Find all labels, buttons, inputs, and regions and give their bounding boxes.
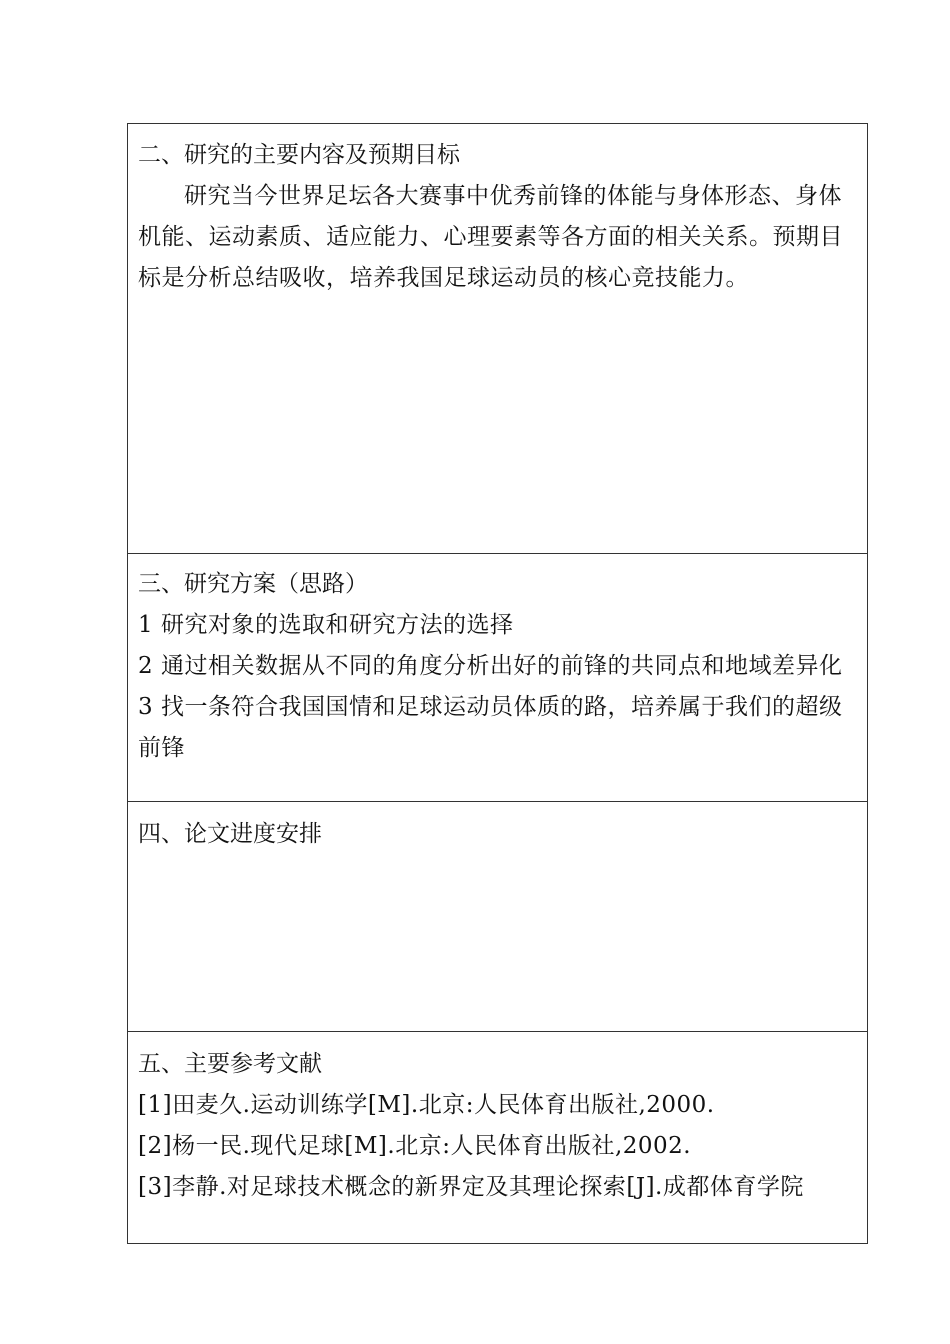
section-heading: 三、研究方案（思路） (138, 571, 368, 597)
research-content-section (128, 124, 867, 554)
plan-item: 3 找一条符合我国国情和足球运动员体质的路，培养属于我们的超级前锋 (138, 694, 843, 761)
references-section (128, 1032, 867, 1243)
research-plan-section (128, 554, 867, 802)
reference-item: [3]李静.对足球技术概念的新界定及其理论探索[J].成都体育学院 (138, 1174, 804, 1200)
plan-item: 1 研究对象的选取和研究方法的选择 (138, 612, 514, 638)
section-heading: 二、研究的主要内容及预期目标 (138, 142, 460, 168)
reference-item: [1]田麦久.运动训练学[M].北京:人民体育出版社,2000. (138, 1092, 715, 1118)
section-heading: 四、论文进度安排 (138, 821, 322, 847)
section-heading: 五、主要参考文献 (138, 1051, 322, 1077)
proposal-form-table (127, 123, 868, 1244)
research-content-paragraph: 研究当今世界足坛各大赛事中优秀前锋的体能与身体形态、身体机能、运动素质、适应能力、心理要素等各方面的相关关系。预期目标是分析总结吸收，培养我国足球运动员的核心竞技能力。 (138, 183, 843, 291)
plan-item: 2 通过相关数据从不同的角度分析出好的前锋的共同点和地域差异化 (138, 653, 843, 679)
schedule-section (128, 802, 867, 1032)
reference-item: [2]杨一民.现代足球[M].北京:人民体育出版社,2002. (138, 1133, 692, 1159)
